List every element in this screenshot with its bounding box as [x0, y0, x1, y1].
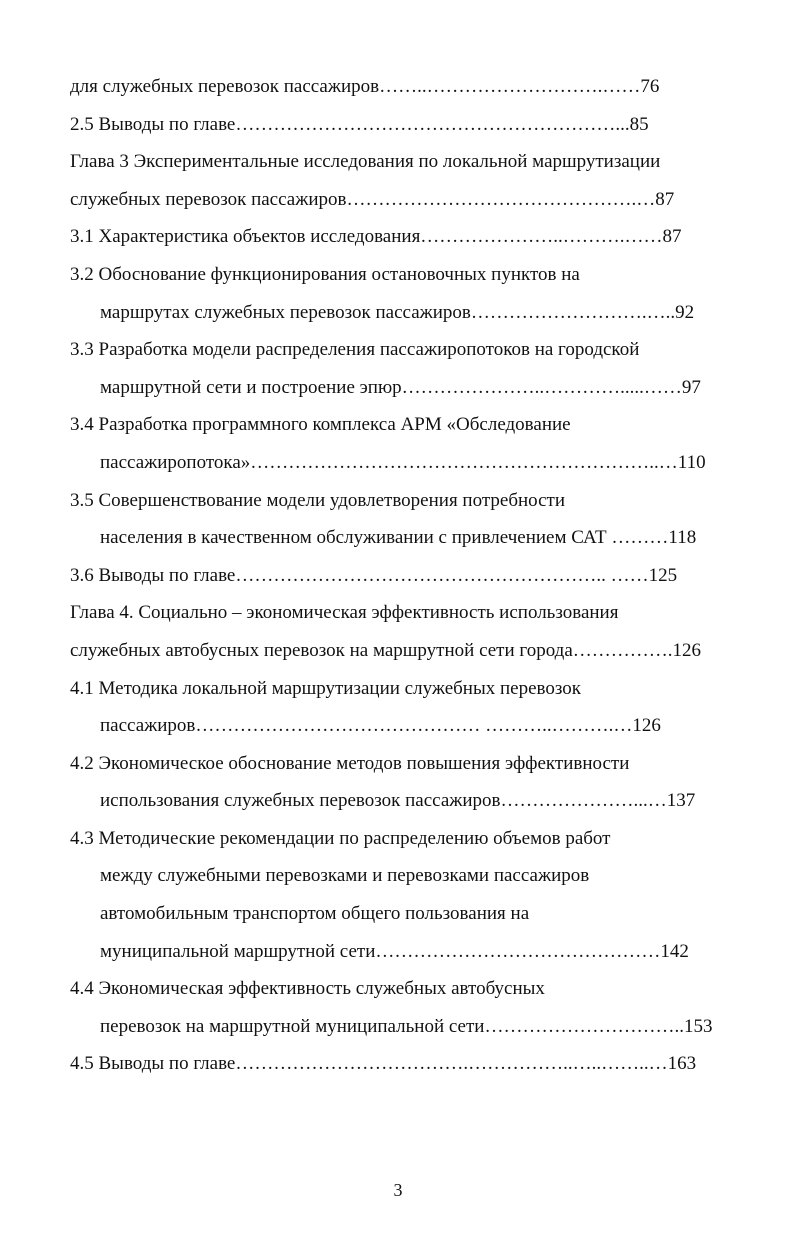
- toc-line: 3.5 Совершенствование модели удовлетворения потребности: [70, 489, 566, 511]
- toc-line: для служебных перевозок пассажиров……..……………………….……76: [70, 76, 660, 97]
- table-of-contents: [70, 68, 740, 1083]
- toc-line: 4.1 Методика локальной маршрутизации служебных перевозок: [70, 677, 581, 699]
- toc-line: 2.5 Выводы по главе……………………………………………………...85: [70, 113, 649, 135]
- toc-line: маршрутной сети и построение эпюр…………………..………….....……97: [100, 376, 701, 398]
- toc-line: 3.2 Обоснование функционирования остановочных пунктов на: [70, 263, 580, 285]
- toc-line: 4.4 Экономическая эффективность служебных автобусных: [70, 978, 545, 1000]
- toc-line: использования служебных перевозок пассажиров…………………...…137: [100, 790, 696, 812]
- toc-line: служебных автобусных перевозок на маршрутной сети города…………….126: [70, 639, 702, 661]
- toc-line: пассажиропотока»………………………………………………………..…110: [100, 451, 706, 473]
- toc-line: Глава 3 Экспериментальные исследования по локальной маршрутизации: [70, 151, 661, 173]
- toc-line: 3.4 Разработка программного комплекса АРМ «Обследование: [70, 414, 571, 436]
- toc-line: между служебными перевозками и перевозками пассажиров: [100, 865, 590, 887]
- toc-line: служебных перевозок пассажиров……………………………………….…87: [70, 188, 675, 210]
- toc-line: маршрутах служебных перевозок пассажиров……………………….…..92: [100, 301, 695, 323]
- toc-line: 3.1 Характеристика объектов исследования…………………..……….……87: [70, 226, 682, 248]
- toc-line: автомобильным транспортом общего пользования на: [100, 903, 530, 925]
- toc-line: 3.3 Разработка модели распределения пассажиропотоков на городской: [70, 339, 640, 361]
- toc-line: 4.5 Выводы по главе……………………………….……………..…..……..…163: [70, 1053, 697, 1075]
- toc-line: пассажиров……………………………………… ………..……….…126: [100, 715, 661, 737]
- toc-line: 3.6 Выводы по главе………………………………………………….. ……125: [70, 564, 678, 586]
- toc-line: 4.2 Экономическое обоснование методов повышения эффективности: [70, 752, 630, 774]
- page-number: 3: [393, 1180, 403, 1200]
- toc-line: перевозок на маршрутной муниципальной сети…………………………..153: [100, 1015, 713, 1037]
- toc-line: населения в качественном обслуживании с привлечением САТ ………118: [100, 527, 697, 549]
- toc-line: муниципальной маршрутной сети………………………………………142: [100, 940, 689, 962]
- toc-line: Глава 4. Социально – экономическая эффективность использования: [70, 602, 619, 624]
- toc-line: 4.3 Методические рекомендации по распределению объемов работ: [70, 827, 611, 849]
